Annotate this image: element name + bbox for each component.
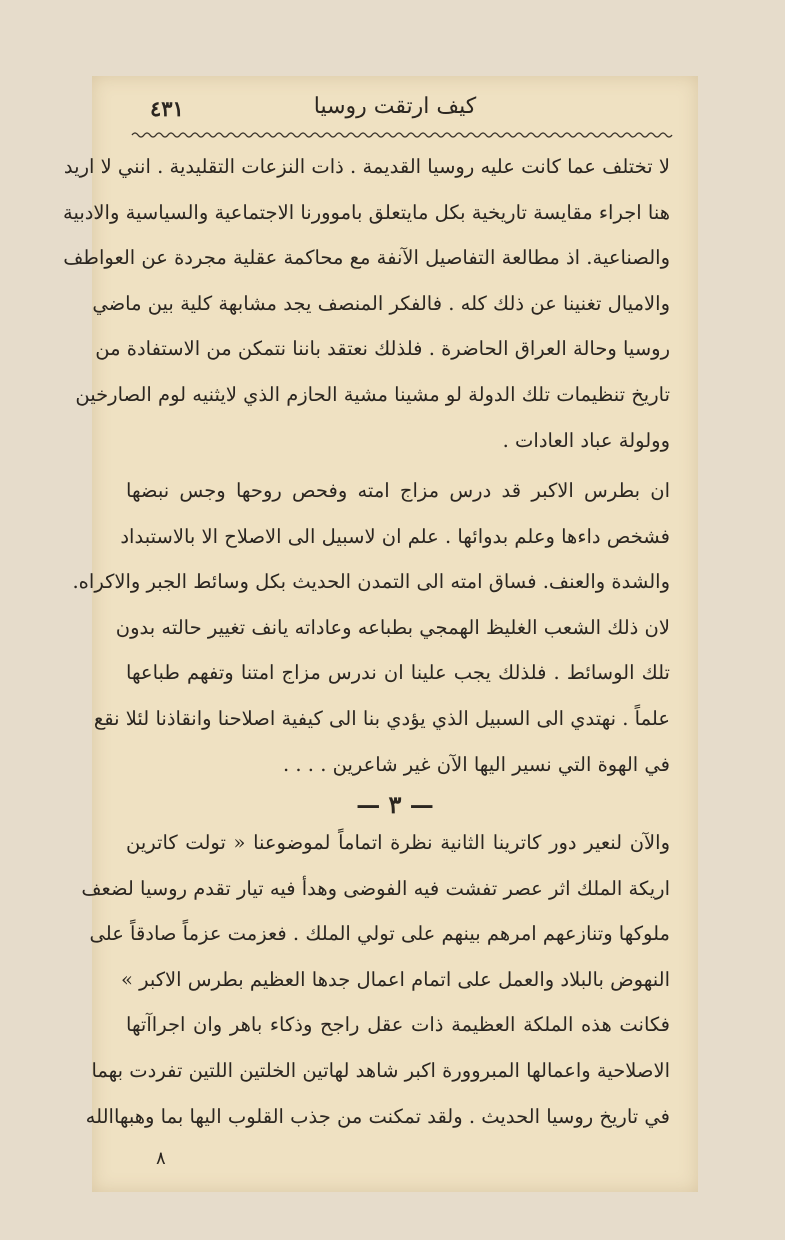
text-line: علماً . نهتدي الى السبيل الذي يؤدي بنا الى كيفية اصلاحنا وانقاذنا لئلا نقع xyxy=(93,706,670,730)
text-line: وولولة عباد العادات . xyxy=(502,428,670,452)
text-line: النهوض بالبلاد والعمل على اتمام اعمال جدها العظيم بطرس الاكبر » xyxy=(120,967,670,991)
text-line: والشدة والعنف. فساق امته الى التمدن الحديث بكل وسائط الجبر والاكراه. xyxy=(72,570,670,594)
text-line: ان بطرس الاكبر قد درس مزاج امته وفحص روحها وجس نبضها xyxy=(126,479,670,502)
paragraph-2 xyxy=(72,468,670,787)
signature-mark: ٨ xyxy=(156,1148,166,1169)
text-line: في تاريخ روسيا الحديث . ولقد تمكنت من جذب القلوب اليها بما وهبهاالله xyxy=(85,1104,670,1128)
text-line: في الهوة التي نسير اليها الآن غير شاعرين . . . . xyxy=(283,752,670,776)
text-line: والآن لنعير دور كاترينا الثانية نظرة اتماماً لموضوعنا « تولت كاترين xyxy=(126,831,670,854)
paragraph-3 xyxy=(81,820,670,1139)
text-line: لا تختلف عما كانت عليه روسيا القديمة . ذات النزعات التقليدية . انني لا اريد xyxy=(63,155,670,178)
text-line: روسيا وحالة العراق الحاضرة . فلذلك نعتقد باننا نتمكن من الاستفادة من xyxy=(95,337,670,361)
section-number: — ٣ — xyxy=(356,790,434,819)
text-line: تلك الوسائط . فلذلك يجب علينا ان ندرس مزاج امتنا وتفهم طباعها xyxy=(126,661,670,685)
text-line: لان ذلك الشعب الغليظ الهمجي بطباعه وعاداته يانف تغيير حالته بدون xyxy=(115,615,670,639)
text-line: الاصلاحية واعمالها المبروورة اكبر شاهد لهاتين الخلتين اللتين تفردت بهما xyxy=(91,1058,670,1082)
text-line: فشخص داءها وعلم بدوائها . علم ان لاسبيل الى الاصلاح الا بالاستبداد xyxy=(120,524,670,548)
text-line: اريكة الملك اثر عصر تفشت فيه الفوضى وهدأ فيه تيار تقدم روسيا لضعف xyxy=(81,876,670,900)
text-line: فكانت هذه الملكة العظيمة ذات عقل راجح وذكاء باهر وان اجراآتها xyxy=(126,1013,670,1037)
text-line: هنا اجراء مقايسة تاريخية بكل مايتعلق باموورنا الاجتماعية والسياسية والادبية xyxy=(62,200,670,224)
text-line: ملوكها وتنازعهم امرهم بينهم على تولي الملك . فعزمت عزماً صادقاً على xyxy=(89,922,670,946)
running-title: كيف ارتقت روسيا xyxy=(313,94,477,119)
book-page xyxy=(62,76,698,1192)
paragraph-1 xyxy=(62,144,670,463)
wavy-rule-divider xyxy=(132,130,672,140)
text-line: تاريخ تنظيمات تلك الدولة لو مشينا مشية الحازم الذي لايثنيه لوم الصارخين xyxy=(75,382,670,406)
text-line: والاميال تغنينا عن ذلك كله . فالفكر المنصف يجد مشابهة كلية بين ماضي xyxy=(92,291,670,315)
text-line: والصناعية. اذ مطالعة التفاصيل الآنفة مع محاكمة عقلية مجردة عن العواطف xyxy=(63,246,670,270)
page-number: ٤٣١ xyxy=(150,96,184,121)
page-header xyxy=(92,94,698,134)
